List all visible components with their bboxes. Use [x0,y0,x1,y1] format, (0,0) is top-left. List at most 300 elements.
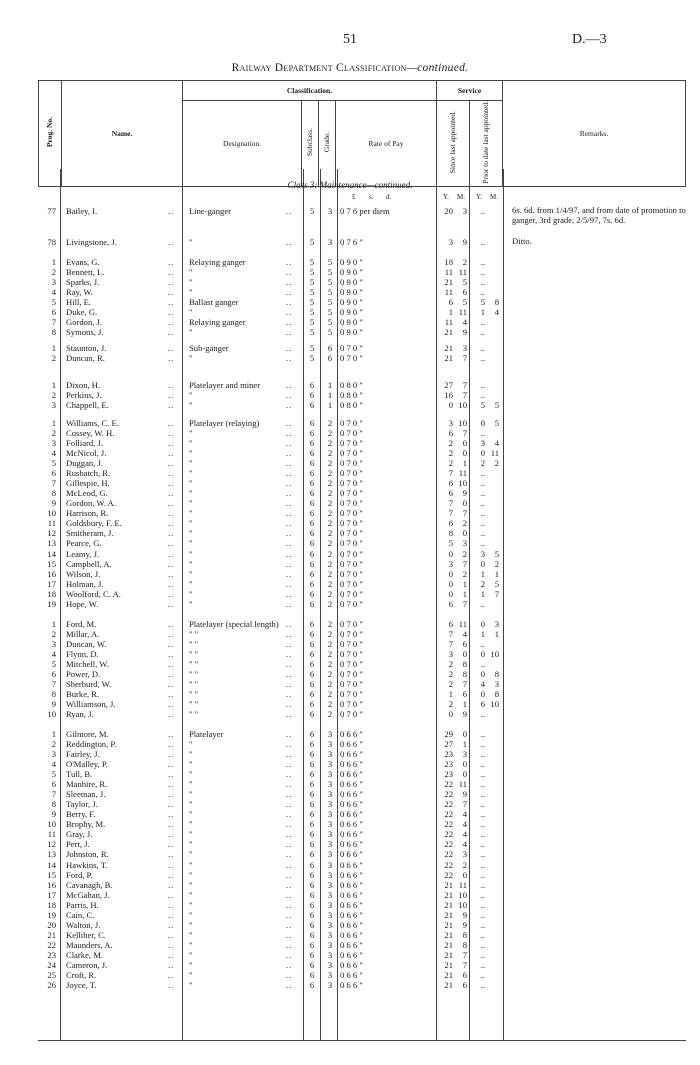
cell-name: O'Malley, P. [66,759,108,770]
cell-ry: 22 [444,809,453,820]
cell-grade: 2 [327,639,333,650]
cell-py: .. [480,257,485,267]
cell-rm: 0 [462,649,467,660]
cell-rm: 1 [462,458,467,469]
cell-name: Wilson, J. [66,568,101,579]
cell-sub: 6 [309,528,315,539]
cell-name: Manhire, R. [66,779,108,790]
leader-dots: .. [168,548,175,559]
cell-no: 16 [47,879,56,890]
cell-name: Brophy, M. [66,819,106,830]
cell-grade: 3 [327,729,333,739]
cell-ry: 23 [444,759,453,770]
cell-desig: " [189,909,193,920]
cell-desig: " [189,959,193,970]
cell-pay: 0 7 0 " [340,468,363,479]
leader-dots: .. [168,749,175,760]
leader-dots: .. [286,448,293,459]
leader-dots: .. [286,518,293,529]
cell-sub: 6 [309,769,315,780]
cell-sub: 5 [309,257,315,267]
cell-ry: 3 [448,237,453,247]
cell-grade: 3 [327,759,333,770]
cell-py: 5 [480,297,485,308]
cell-rm: 11 [458,879,467,890]
cell-ry: 22 [444,859,453,870]
header-subclass: Subclass. [302,101,319,187]
cell-desig: " " [189,689,199,700]
cell-pay: 0 7 0 " [340,578,363,589]
cell-grade: 2 [327,548,333,559]
cell-name: Pert, J. [66,839,90,850]
cell-pm: 3 [494,679,499,690]
cell-grade: 2 [327,498,333,509]
cell-rm: 11 [458,267,467,278]
cell-no: 8 [51,327,56,338]
cell-desig: " [189,799,193,810]
leader-dots: .. [168,568,175,579]
leader-dots: .. [168,759,175,770]
cell-no: 2 [51,390,56,401]
cell-desig: " [189,899,193,910]
table-row [0,518,700,528]
cell-desig: Ballast ganger [189,297,239,308]
cell-name: Millar, A. [66,629,100,640]
cell-no: 6 [51,307,56,318]
cell-sub: 6 [309,699,315,710]
cell-sub: 6 [309,929,315,940]
cell-sub: 6 [309,749,315,760]
cell-rm: 0 [462,869,467,880]
cell-py: 1 [480,629,485,640]
cell-sub: 6 [309,390,315,401]
cell-pay: 0 6 6 " [340,749,363,760]
table-row [0,950,700,960]
leader-dots: .. [168,809,175,820]
cell-name: Cameron, J. [66,959,108,970]
cell-sub: 6 [309,669,315,680]
cell-pay: 0 7 0 " [340,488,363,499]
cell-desig: " [189,400,193,411]
leader-dots: .. [286,839,293,850]
cell-grade: 5 [327,327,333,338]
cell-rm: 4 [462,829,467,840]
leader-dots: .. [286,709,293,720]
cell-rm: 0 [462,448,467,459]
cell-desig: " [189,939,193,950]
cell-pay: 0 7 0 " [340,448,363,459]
cell-ry: 21 [444,980,453,990]
cell-py: .. [480,478,485,489]
header-service: Service [437,81,503,101]
cell-name: Harrison, R. [66,508,109,519]
cell-desig: " [189,428,193,439]
cell-rm: 8 [462,939,467,950]
cell-name: Taylor, J. [66,799,98,810]
cell-no: 10 [47,709,56,720]
table-row [0,960,700,970]
cell-py: 2 [480,578,485,589]
cell-py: .. [480,929,485,940]
cell-py: .. [480,380,485,390]
leader-dots: .. [168,478,175,489]
leader-dots: .. [286,267,293,278]
cell-ry: 21 [444,343,453,353]
leader-dots: .. [168,919,175,930]
cell-py: .. [480,468,485,479]
cell-grade: 3 [327,859,333,870]
table-row [0,267,700,277]
cell-grade: 2 [327,649,333,660]
cell-no: 19 [47,909,56,920]
cell-ry: 18 [444,257,453,267]
cell-ry: 2 [448,659,453,670]
cell-no: 9 [51,498,56,509]
cell-pm: 5 [494,400,499,411]
cell-pm: 4 [494,307,499,318]
leader-dots: .. [168,969,175,980]
cell-pay: 0 7 0 " [340,588,363,599]
table-row [0,799,700,809]
cell-rm: 4 [462,819,467,830]
leader-dots: .. [168,839,175,850]
leader-dots: .. [286,353,293,364]
cell-desig: " [189,488,193,499]
leader-dots: .. [168,909,175,920]
table-row [0,789,700,799]
leader-dots: .. [286,889,293,900]
header-prog-no: Prog. No. [39,81,62,187]
cell-sub: 6 [309,779,315,790]
table-row [0,619,700,629]
cell-ry: 27 [444,739,453,750]
table-row [0,980,700,990]
cell-py: .. [480,317,485,328]
leader-dots: .. [168,518,175,529]
leader-dots: .. [168,448,175,459]
cell-grade: 3 [327,969,333,980]
cell-grade: 2 [327,699,333,710]
leader-dots: .. [168,390,175,401]
cell-desig: " [189,779,193,790]
cell-desig: " [189,307,193,318]
cell-ry: 22 [444,829,453,840]
cell-no: 13 [47,538,56,549]
leader-dots: .. [286,297,293,308]
leader-dots: .. [168,639,175,650]
cell-name: Croft, R. [66,969,97,980]
cell-rm: 11 [458,307,467,318]
leader-dots: .. [286,528,293,539]
cell-pm: 3 [494,619,499,629]
cell-ry: 3 [448,558,453,569]
cell-rm: 9 [462,909,467,920]
leader-dots: .. [286,343,293,353]
cell-py: 6 [480,699,485,710]
cell-grade: 5 [327,307,333,318]
cell-desig: " [189,438,193,449]
cell-sub: 5 [309,267,315,278]
cell-rm: 0 [462,769,467,780]
cell-desig: " " [189,669,199,680]
cell-desig: " [189,759,193,770]
cell-ry: 22 [444,799,453,810]
cell-name: Fairley, J. [66,749,100,760]
leader-dots: .. [286,568,293,579]
cell-no: 25 [47,969,56,980]
cell-name: Staunton, J. [66,343,107,353]
cell-pay: 0 7 0 " [340,659,363,670]
cell-ry: 21 [444,919,453,930]
cell-name: Cossey, W. H. [66,428,115,439]
cell-sub: 6 [309,418,315,428]
cell-py: .. [480,980,485,990]
cell-no: 77 [47,206,56,216]
cell-no: 13 [47,849,56,860]
cell-pm: 5 [494,548,499,559]
cell-sub: 6 [309,619,315,629]
cell-sub: 6 [309,568,315,579]
cell-rm: 5 [462,297,467,308]
cell-grade: 2 [327,619,333,629]
unit-years-prior: Y. [476,193,482,201]
cell-desig: " [189,769,193,780]
table-row [0,769,700,779]
cell-pay: 0 7 0 " [340,438,363,449]
cell-ry: 21 [444,909,453,920]
cell-py: 0 [480,448,485,459]
cell-pay: 0 7 6 per diem [340,206,390,216]
cell-grade: 3 [327,889,333,900]
cell-sub: 6 [309,380,315,390]
cell-no: 5 [51,458,56,469]
cell-ry: 0 [448,578,453,589]
remark-livingstone: Ditto. [512,236,532,246]
cell-grade: 3 [327,799,333,810]
leader-dots: .. [168,849,175,860]
cell-rm: 3 [462,538,467,549]
cell-py: .. [480,839,485,850]
leader-dots: .. [286,307,293,318]
cell-sub: 6 [309,478,315,489]
leader-dots: .. [286,327,293,338]
cell-no: 15 [47,558,56,569]
leader-dots: .. [286,588,293,599]
cell-name: Campbell, A. [66,558,112,569]
cell-no: 5 [51,769,56,780]
cell-sub: 6 [309,548,315,559]
leader-dots: .. [168,488,175,499]
cell-sub: 6 [309,889,315,900]
cell-py: .. [480,739,485,750]
cell-pay: 0 6 6 " [340,789,363,800]
cell-py: .. [480,237,485,247]
leader-dots: .. [168,317,175,328]
leader-dots: .. [168,257,175,267]
cell-sub: 6 [309,428,315,439]
cell-py: .. [480,899,485,910]
table-row [0,353,700,363]
cell-py: .. [480,819,485,830]
cell-desig: " " [189,709,199,720]
cell-desig: " [189,919,193,930]
cell-py: 1 [480,588,485,599]
leader-dots: .. [286,598,293,609]
cell-name: Hill, E. [66,297,92,308]
leader-dots: .. [286,909,293,920]
cell-name: Ryan, J. [66,709,94,720]
cell-py: .. [480,969,485,980]
cell-sub: 6 [309,959,315,970]
cell-sub: 6 [309,538,315,549]
cell-grade: 3 [327,939,333,950]
title-text: Railway Department Classification [231,62,407,74]
cell-desig: " [189,849,193,860]
cell-pay: 0 7 0 " [340,518,363,529]
cell-name: Williams, C. E. [66,418,119,428]
cell-rm: 7 [462,558,467,569]
cell-pm: 8 [494,689,499,700]
cell-rm: 11 [458,619,467,629]
cell-grade: 3 [327,829,333,840]
cell-desig: " " [189,699,199,710]
cell-py: .. [480,709,485,720]
cell-py: .. [480,206,485,216]
cell-grade: 2 [327,458,333,469]
table-row [0,749,700,759]
cell-grade: 2 [327,689,333,700]
cell-sub: 6 [309,679,315,690]
cell-rm: 9 [462,237,467,247]
cell-ry: 0 [448,709,453,720]
cell-name: Perkins, J. [66,390,102,401]
cell-py: .. [480,498,485,509]
cell-ry: 21 [444,899,453,910]
table-row [0,759,700,769]
cell-rm: 5 [462,277,467,288]
cell-grade: 1 [327,390,333,401]
cell-rm: 2 [462,257,467,267]
cell-ry: 21 [444,889,453,900]
table-row [0,639,700,649]
leader-dots: .. [286,438,293,449]
table-row [0,498,700,508]
leader-dots: .. [286,548,293,559]
cell-pay: 0 6 6 " [340,980,363,990]
cell-grade: 3 [327,206,333,216]
cell-grade: 2 [327,629,333,640]
cell-grade: 3 [327,237,333,247]
table-row [0,528,700,538]
cell-name: Pearce, G. [66,538,102,549]
leader-dots: .. [286,629,293,640]
cell-no: 5 [51,659,56,670]
cell-pay: 0 7 0 " [340,649,363,660]
cell-sub: 6 [309,980,315,990]
cell-ry: 6 [448,478,453,489]
cell-pay: 0 6 6 " [340,829,363,840]
cell-no: 8 [51,799,56,810]
cell-rm: 1 [462,739,467,750]
cell-pay: 0 6 6 " [340,959,363,970]
cell-no: 2 [51,739,56,750]
leader-dots: .. [286,400,293,411]
cell-grade: 3 [327,809,333,820]
cell-py: .. [480,909,485,920]
leader-dots: .. [168,237,175,247]
cell-rm: 10 [458,418,467,428]
cell-no: 4 [51,649,56,660]
leader-dots: .. [286,849,293,860]
cell-pay: 0 9 0 " [340,327,363,338]
cell-name: Bennett, L. [66,267,105,278]
cell-py: .. [480,639,485,650]
cell-ry: 22 [444,869,453,880]
cell-grade: 2 [327,488,333,499]
header-classification: Classification. [183,81,437,101]
cell-pay: 0 7 0 " [340,353,363,364]
cell-py: .. [480,769,485,780]
cell-pay: 0 7 0 " [340,548,363,559]
cell-ry: 22 [444,839,453,850]
cell-ry: 2 [448,679,453,690]
cell-no: 18 [47,899,56,910]
cell-name: Joyce, T. [66,980,97,990]
cell-ry: 0 [448,588,453,599]
table-row [0,418,700,428]
cell-grade: 2 [327,669,333,680]
cell-sub: 6 [309,458,315,469]
cell-pay: 0 7 0 " [340,598,363,609]
cell-py: .. [480,759,485,770]
table-row [0,880,700,890]
cell-ry: 0 [448,568,453,579]
cell-pm: 8 [494,297,499,308]
cell-ry: 6 [448,619,453,629]
cell-sub: 6 [309,899,315,910]
cell-name: Walton, J. [66,919,101,930]
cell-py: 4 [480,679,485,690]
cell-desig: " [189,508,193,519]
cell-sub: 6 [309,498,315,509]
cell-desig: " " [189,629,199,640]
leader-dots: .. [286,277,293,288]
leader-dots: .. [286,538,293,549]
cell-ry: 27 [444,380,453,390]
leader-dots: .. [168,498,175,509]
cell-desig: " [189,353,193,364]
cell-desig: " [189,969,193,980]
table-row [0,297,700,307]
cell-desig: " [189,237,193,247]
cell-ry: 21 [444,879,453,890]
cell-pay: 0 9 0 " [340,267,363,278]
cell-rm: 3 [462,206,467,216]
cell-rm: 7 [462,959,467,970]
cell-py: .. [480,518,485,529]
cell-sub: 6 [309,488,315,499]
cell-grade: 2 [327,448,333,459]
cell-name: McGahan, J. [66,889,110,900]
cell-name: Folliard, J. [66,438,104,449]
cell-rm: 8 [462,659,467,670]
leader-dots: .. [168,380,175,390]
cell-rm: 0 [462,759,467,770]
cell-rm: 2 [462,568,467,579]
header-designation: Designation. [183,101,302,187]
cell-pay: 0 7 0 " [340,629,363,640]
leader-dots: .. [168,789,175,800]
